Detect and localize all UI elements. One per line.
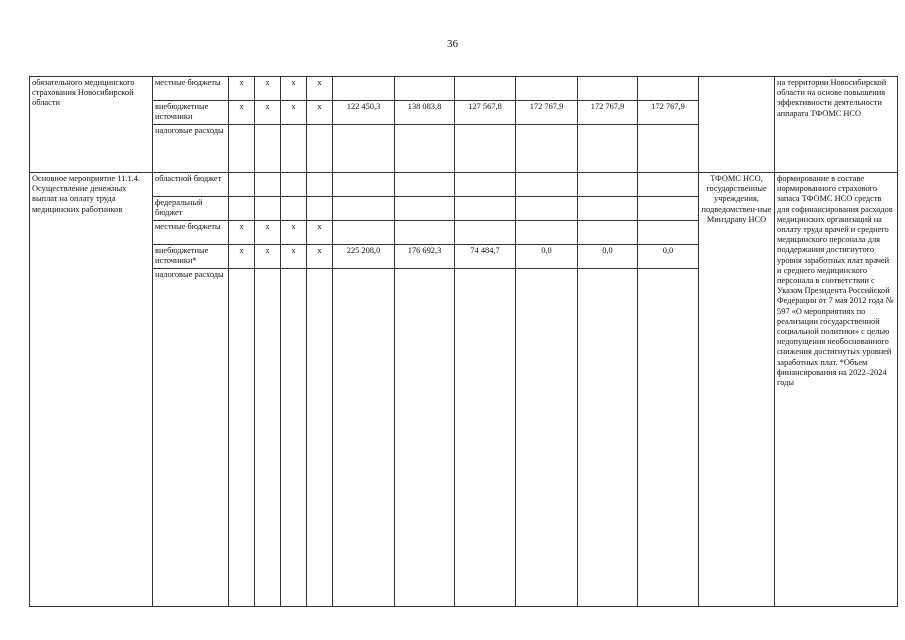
mark-cell <box>307 173 333 197</box>
mark-cell: x <box>281 77 307 101</box>
top-block-executor-cell <box>699 77 775 173</box>
mark-cell <box>229 125 255 173</box>
value-cell <box>395 197 455 221</box>
mark-cell: x <box>229 245 255 269</box>
funding-source-cell: внебюджетные источники* <box>153 245 229 269</box>
value-cell <box>516 173 578 197</box>
value-cell <box>516 197 578 221</box>
value-cell <box>455 269 516 607</box>
measure-executor-cell: ТФОМС НСО, государственные учреждения, подведомствен-ные Минздраву НСО <box>699 173 775 607</box>
value-cell <box>395 77 455 101</box>
mark-cell: x <box>229 221 255 245</box>
value-cell <box>333 125 395 173</box>
mark-cell <box>281 197 307 221</box>
value-cell <box>395 221 455 245</box>
mark-cell: x <box>255 101 281 125</box>
value-cell <box>333 197 395 221</box>
value-cell <box>638 197 699 221</box>
mark-cell <box>307 197 333 221</box>
mark-cell <box>281 173 307 197</box>
funding-source-cell: областной бюджет <box>153 173 229 197</box>
mark-cell: x <box>307 101 333 125</box>
mark-cell: x <box>229 101 255 125</box>
value-cell: 0,0 <box>638 245 699 269</box>
funding-source-cell: местные бюджеты <box>153 221 229 245</box>
value-cell <box>395 125 455 173</box>
table-row <box>30 77 898 101</box>
value-cell: 172 767,9 <box>578 101 638 125</box>
mark-cell <box>255 173 281 197</box>
mark-cell <box>255 125 281 173</box>
value-cell <box>578 125 638 173</box>
value-cell <box>455 125 516 173</box>
value-cell: 0,0 <box>578 245 638 269</box>
top-block-name-cell: обязательного медицинского страхования Новосибирской области <box>30 77 153 173</box>
mark-cell: x <box>229 77 255 101</box>
mark-cell <box>281 125 307 173</box>
mark-cell <box>229 173 255 197</box>
value-cell <box>516 221 578 245</box>
value-cell: 122 450,3 <box>333 101 395 125</box>
value-cell: 0,0 <box>516 245 578 269</box>
table-row <box>30 173 898 197</box>
value-cell <box>638 173 699 197</box>
value-cell: 138 083,8 <box>395 101 455 125</box>
value-cell <box>455 197 516 221</box>
value-cell <box>333 221 395 245</box>
value-cell <box>516 269 578 607</box>
measure-name-cell: Основное мероприятие 11.1.4. Осуществление денежных выплат на оплату труда медицинских работников <box>30 173 153 607</box>
mark-cell: x <box>281 221 307 245</box>
measure-result-cell: формирование в составе нормированного страхового запаса ТФОМС НСО средств для софинансирования расходов медицинских организаций на оплату труда врачей и среднего медицинского персонала для поддержания достигнутого уровня заработных плат врачей и среднего медицинского персонала в соответствии с Указом Президента Российской Федерации от 7 мая 2012 года № 597 «О мероприятиях по реализации государственной социальной политики» с целью недопущения необоснованного снижения достигнутых уровней заработных плат. *Объем финансирования на 2022–2024 годы <box>775 173 898 607</box>
value-cell <box>638 269 699 607</box>
mark-cell: x <box>307 77 333 101</box>
value-cell <box>578 221 638 245</box>
value-cell <box>578 77 638 101</box>
mark-cell <box>255 197 281 221</box>
value-cell <box>516 77 578 101</box>
mark-cell <box>255 269 281 607</box>
value-cell <box>395 269 455 607</box>
mark-cell: x <box>307 245 333 269</box>
mark-cell <box>229 269 255 607</box>
mark-cell: x <box>281 101 307 125</box>
value-cell: 127 567,8 <box>455 101 516 125</box>
value-cell: 225 208,0 <box>333 245 395 269</box>
mark-cell: x <box>255 245 281 269</box>
page-number: 36 <box>447 38 458 50</box>
value-cell <box>455 77 516 101</box>
mark-cell <box>281 269 307 607</box>
program-table <box>29 76 898 607</box>
mark-cell <box>229 197 255 221</box>
value-cell <box>578 173 638 197</box>
mark-cell <box>307 125 333 173</box>
value-cell <box>638 221 699 245</box>
value-cell <box>638 77 699 101</box>
value-cell <box>333 173 395 197</box>
value-cell <box>455 221 516 245</box>
value-cell <box>333 269 395 607</box>
top-block-result-cell: на территории Новосибирской области на основе повышения эффективности деятельности аппарата ТФОМС НСО <box>775 77 898 173</box>
value-cell <box>578 197 638 221</box>
mark-cell: x <box>307 221 333 245</box>
value-cell <box>395 173 455 197</box>
funding-source-cell: налоговые расходы <box>153 269 229 607</box>
value-cell <box>516 125 578 173</box>
value-cell <box>578 269 638 607</box>
value-cell: 74 484,7 <box>455 245 516 269</box>
table-body <box>30 77 898 607</box>
funding-source-cell: внебюджетные источники <box>153 101 229 125</box>
funding-source-cell: налоговые расходы <box>153 125 229 173</box>
mark-cell: x <box>281 245 307 269</box>
mark-cell: x <box>255 221 281 245</box>
value-cell: 172 767,9 <box>638 101 699 125</box>
value-cell <box>455 173 516 197</box>
value-cell: 176 692,3 <box>395 245 455 269</box>
mark-cell <box>307 269 333 607</box>
value-cell: 172 767,9 <box>516 101 578 125</box>
funding-source-cell: федеральный бюджет <box>153 197 229 221</box>
mark-cell: x <box>255 77 281 101</box>
funding-source-cell: местные бюджеты <box>153 77 229 101</box>
value-cell <box>333 77 395 101</box>
value-cell <box>638 125 699 173</box>
